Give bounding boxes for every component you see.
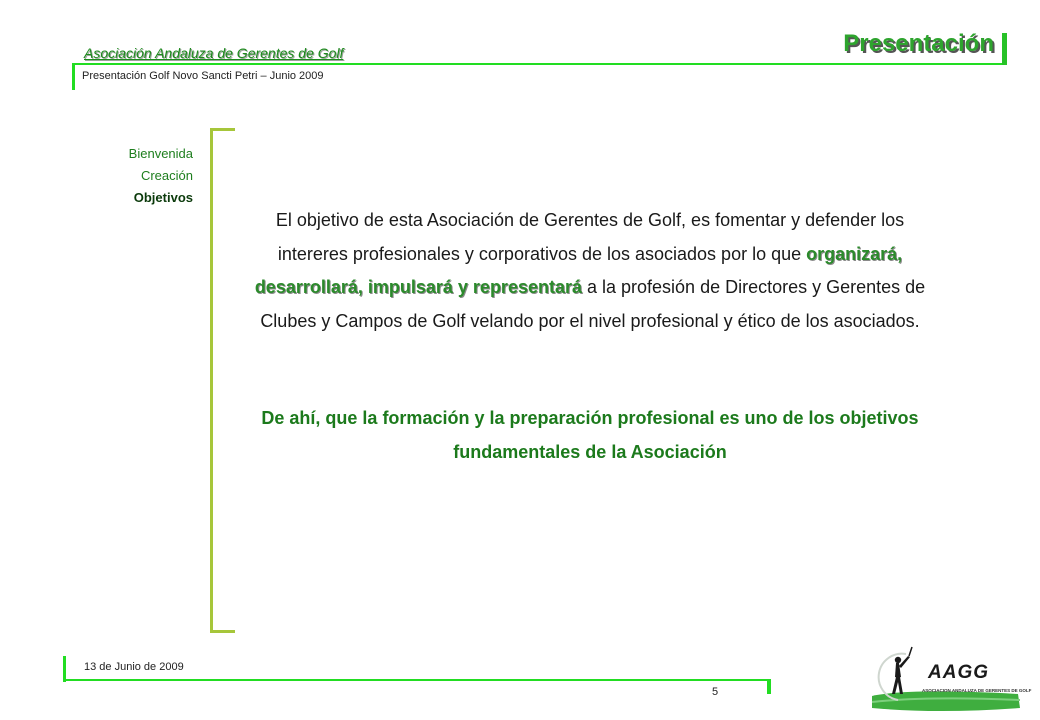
logo-tagline: ASOCIACION ANDALUZA DE GERENTES DE GOLF	[922, 688, 1032, 693]
content-bracket-bottom	[210, 630, 235, 633]
footer-right-accent	[767, 679, 771, 694]
nav-item-objetivos[interactable]: Objetivos	[133, 190, 193, 205]
organization-name: Asociación Andaluza de Gerentes de Golf	[84, 45, 344, 61]
content-bracket	[210, 128, 213, 633]
objective-outro: a la profesión de Directores y Gerentes de Clubes y Campos de Golf velando por el nivel profesional y ético de los asociados.	[260, 277, 926, 331]
conclusion-statement: De ahí, que la formación y la preparación profesional es uno de los objetivos fundamentales de la Asociación	[261, 408, 919, 462]
page-title: Presentación	[843, 30, 994, 57]
footer-date: 13 de Junio de 2009	[84, 661, 184, 673]
content-bracket-top	[210, 128, 235, 131]
presentation-subtitle: Presentación Golf Novo Sancti Petri – Junio 2009	[82, 70, 324, 82]
objective-highlight: organizará, desarrollará, impulsará y representará	[254, 243, 903, 297]
nav-item-creacion[interactable]: Creación	[140, 168, 193, 183]
objective-intro: El objetivo de esta Asociación de Gerentes de Golf, es fomentar y defender los intereres profesionales y corporativos de los asociados por lo que	[275, 210, 905, 264]
footer-divider	[63, 679, 771, 681]
nav-item-bienvenida[interactable]: Bienvenida	[128, 146, 193, 161]
title-accent-bar	[1002, 33, 1007, 65]
header-divider	[72, 63, 1007, 65]
page-number: 5	[712, 686, 719, 698]
header-left-accent	[72, 63, 75, 90]
logo-text: AAGG	[928, 662, 989, 683]
section-nav	[80, 143, 193, 209]
objective-paragraph	[245, 204, 935, 338]
